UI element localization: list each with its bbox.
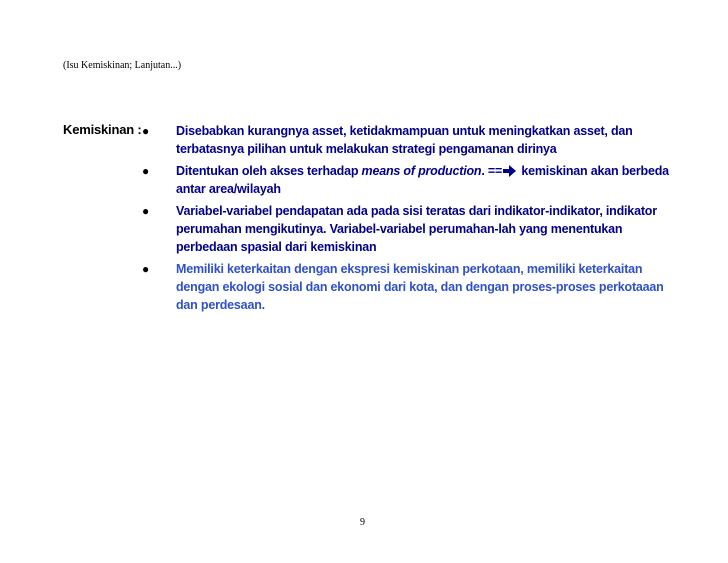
bullet-list [140, 122, 680, 318]
bullet-symbol: ● [142, 124, 150, 138]
bullet-text-suffix: kemiskinan akan berbeda antar area/wilayah [176, 164, 669, 196]
term-label: Kemiskinan : [63, 122, 142, 137]
bullet-text-italic: means of production [361, 164, 482, 178]
page-header: (Isu Kemiskinan; Lanjutan...) [63, 60, 182, 71]
bullet-text-prefix: Ditentukan oleh akses terhadap [176, 164, 362, 178]
list-item [140, 162, 680, 198]
list-item [140, 122, 680, 158]
bullet-symbol: ● [142, 204, 150, 218]
right-arrow-icon [503, 165, 516, 177]
bullet-symbol: ● [142, 164, 150, 178]
page-number: 9 [360, 517, 365, 528]
bullet-text [176, 162, 680, 198]
list-item [140, 202, 680, 256]
list-item [140, 260, 680, 314]
bullet-text: Disebabkan kurangnya asset, ketidakmampuan untuk meningkatkan asset, dan terbatasnya pilihan untuk melakukan strategi pengamanan dirinya [176, 124, 633, 156]
bullet-text-middle: . == [481, 164, 503, 178]
bullet-text: Memiliki keterkaitan dengan ekspresi kemiskinan perkotaan, memiliki keterkaitan dengan ekologi sosial dan ekonomi dari kota, dan dengan proses-proses perkotaaan dan perdesaan. [176, 262, 664, 312]
bullet-symbol: ● [142, 262, 150, 276]
bullet-text: Variabel-variabel pendapatan ada pada sisi teratas dari indikator-indikator, indikator perumahan mengikutinya. Variabel-variabel perumahan-lah yang menentukan perbedaan spasial dari kemiskinan [176, 204, 657, 254]
